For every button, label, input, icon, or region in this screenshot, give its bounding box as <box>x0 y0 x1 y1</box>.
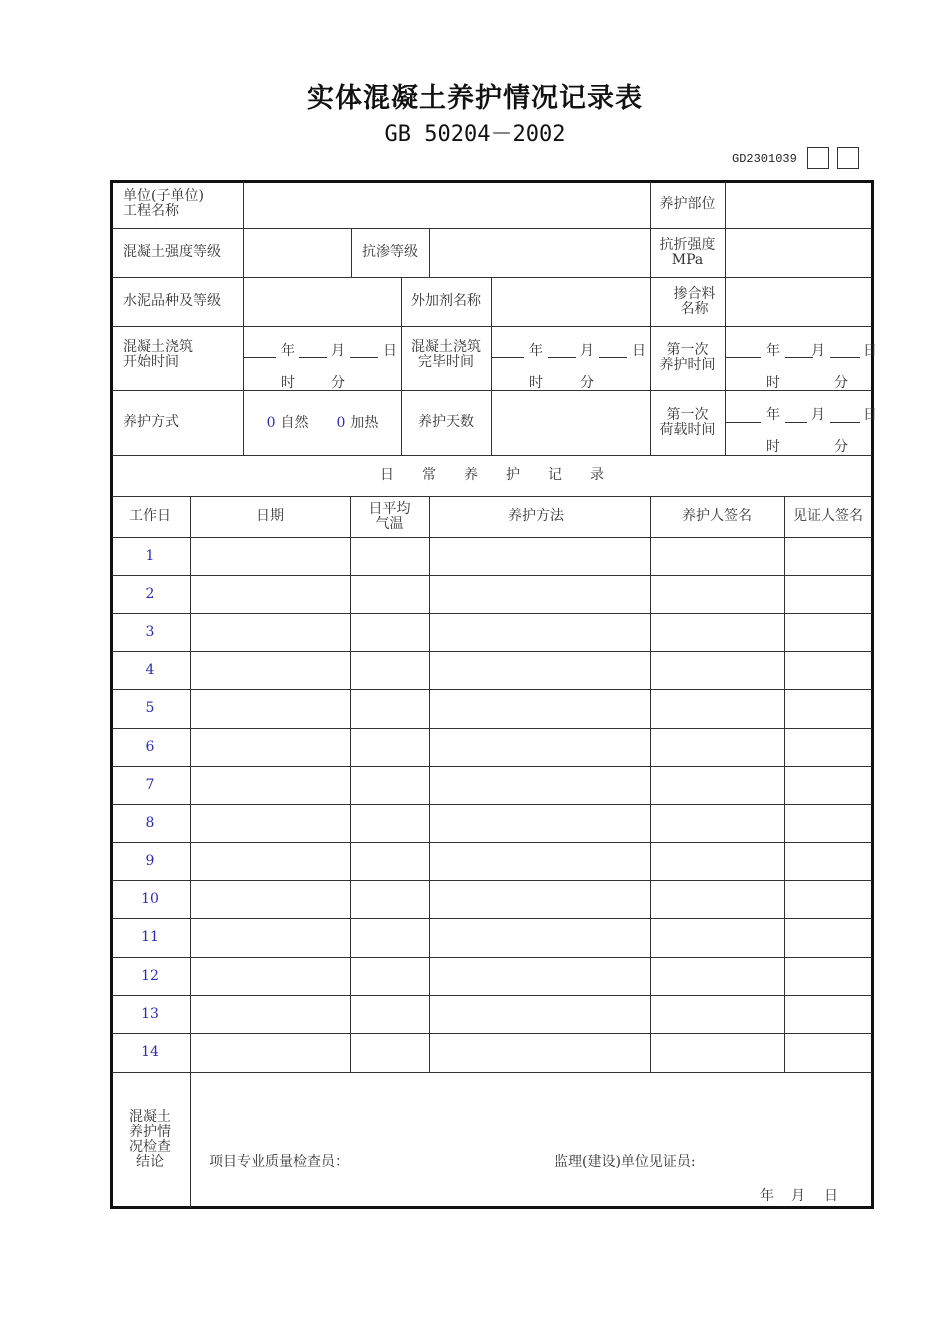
first-load-label <box>650 390 725 455</box>
log-row-12[interactable] <box>191 958 872 995</box>
sign-year-unit: 年 <box>760 1188 774 1204</box>
workday-number: 6 <box>145 738 155 755</box>
log-row-8[interactable] <box>191 805 872 842</box>
curing-method-options <box>244 391 401 455</box>
first-curing-label-line1: 第一次 <box>666 342 709 358</box>
admixture-label: 外加剂名称 <box>411 293 481 309</box>
workday-number: 12 <box>141 967 159 984</box>
daily-log-section-title: 日 常 养 护 记 录 <box>380 467 604 483</box>
hour-unit: 时 <box>529 375 543 391</box>
workday-number: 13 <box>141 1005 159 1022</box>
pour-end-label <box>401 326 491 390</box>
minute-unit: 分 <box>580 375 594 391</box>
workday-number: 3 <box>145 623 155 640</box>
conclusion-label-line: 混凝土 <box>129 1109 171 1125</box>
first-curing-label <box>650 326 725 390</box>
form-code-box-2[interactable] <box>837 147 859 169</box>
col-header-curer-signature: 养护人签名 <box>682 508 752 524</box>
month-unit: 月 <box>580 343 594 359</box>
impermeability-field[interactable] <box>430 229 650 277</box>
month-unit: 月 <box>811 343 825 359</box>
first-curing-label-line2: 养护时间 <box>659 357 716 373</box>
log-row-7[interactable] <box>191 767 872 804</box>
standard-number: GB 50204－2002 <box>384 122 566 147</box>
curing-location-field[interactable] <box>726 181 871 228</box>
conclusion-label <box>110 1072 190 1208</box>
supervisor-label: 监理(建设)单位见证员: <box>554 1154 696 1170</box>
curing-location-label: 养护部位 <box>659 195 716 212</box>
log-row-11[interactable] <box>191 919 872 957</box>
natural-curing-label: 自然 <box>280 414 309 431</box>
flexural-strength-label <box>650 228 725 277</box>
month-unit: 月 <box>811 407 825 423</box>
heating-curing-value[interactable]: 0 <box>336 414 346 431</box>
heating-curing-label: 加热 <box>350 414 379 431</box>
col-header-avg-temp-line2: 气温 <box>375 515 404 532</box>
unit-name-label-line2: 工程名称 <box>123 203 179 219</box>
flexural-strength-field[interactable] <box>726 229 871 277</box>
day-unit: 日 <box>632 343 646 359</box>
unit-name-label <box>110 180 243 228</box>
flexural-strength-label-line1: 抗折强度 <box>659 236 716 253</box>
cement-type-field[interactable] <box>244 278 401 326</box>
year-unit: 年 <box>766 407 780 423</box>
conclusion-label-line: 养护情 <box>129 1124 171 1140</box>
workday-number: 11 <box>141 929 159 945</box>
conclusion-label-line: 结论 <box>136 1154 164 1170</box>
form-code-box-1[interactable] <box>807 147 829 169</box>
day-unit: 日 <box>863 343 877 359</box>
log-row-13[interactable] <box>191 996 872 1033</box>
pour-start-label <box>110 326 243 390</box>
log-row-3[interactable] <box>191 614 872 651</box>
workday-number: 1 <box>145 547 155 564</box>
col-header-date: 日期 <box>256 508 284 524</box>
workday-number: 2 <box>145 585 155 602</box>
pour-start-label-line2: 开始时间 <box>123 354 179 370</box>
minute-unit: 分 <box>834 439 848 455</box>
minute-unit: 分 <box>331 375 345 391</box>
workday-number: 9 <box>145 852 155 869</box>
natural-curing-value[interactable]: 0 <box>266 414 276 431</box>
workday-number: 8 <box>145 814 155 831</box>
inspector-label: 项目专业质量检查员： <box>209 1154 349 1170</box>
concrete-grade-field[interactable] <box>244 229 351 277</box>
first-load-datetime-field[interactable] <box>726 391 871 455</box>
first-load-label-line1: 第一次 <box>666 406 709 423</box>
cement-type-label: 水泥品种及等级 <box>123 293 221 309</box>
mineral-admixture-label <box>650 277 725 326</box>
mineral-admixture-label-line1: 掺合料 <box>673 285 716 302</box>
log-row-10[interactable] <box>191 881 872 918</box>
pour-end-label-line1: 混凝土浇筑 <box>411 339 481 355</box>
page-title: 实体混凝土养护情况记录表 <box>307 83 643 114</box>
hour-unit: 时 <box>766 375 780 391</box>
col-header-avg-temp-line1: 日平均 <box>368 500 411 517</box>
curing-method-label: 养护方式 <box>123 414 179 430</box>
workday-number: 4 <box>145 661 155 678</box>
mineral-admixture-label-line2: 名称 <box>680 300 709 317</box>
pour-start-datetime-field[interactable] <box>244 327 401 390</box>
log-row-9[interactable] <box>191 843 872 880</box>
workday-number: 10 <box>141 890 159 907</box>
curing-days-label: 养护天数 <box>418 414 474 430</box>
col-header-workday: 工作日 <box>129 508 171 524</box>
flexural-strength-unit: MPa <box>671 251 704 268</box>
workday-number: 14 <box>141 1044 159 1060</box>
curing-days-field[interactable] <box>492 391 650 455</box>
form-code: GD2301039 <box>732 152 797 166</box>
unit-name-field[interactable] <box>244 181 650 228</box>
admixture-field[interactable] <box>492 278 650 326</box>
year-unit: 年 <box>281 343 295 359</box>
col-header-witness-signature: 见证人签名 <box>793 508 863 524</box>
year-unit: 年 <box>529 343 543 359</box>
impermeability-label: 抗渗等级 <box>362 244 418 260</box>
pour-end-label-line2: 完毕时间 <box>418 354 474 370</box>
minute-unit: 分 <box>834 375 848 391</box>
log-row-2[interactable] <box>191 576 872 613</box>
month-unit: 月 <box>331 343 345 359</box>
log-row-1[interactable] <box>191 538 872 575</box>
log-row-6[interactable] <box>191 729 872 766</box>
conclusion-label-line: 况检查 <box>129 1139 171 1155</box>
hour-unit: 时 <box>766 439 780 455</box>
sign-day-unit: 日 <box>824 1188 838 1204</box>
col-header-curing-method: 养护方法 <box>508 508 564 524</box>
day-unit: 日 <box>383 343 397 359</box>
first-load-label-line2: 荷载时间 <box>659 421 716 438</box>
mineral-admixture-field[interactable] <box>726 278 871 326</box>
pour-end-datetime-field[interactable] <box>492 327 650 390</box>
day-unit: 日 <box>863 407 877 423</box>
pour-start-label-line1: 混凝土浇筑 <box>123 339 193 355</box>
sign-month-unit: 月 <box>791 1188 805 1204</box>
first-curing-datetime-field[interactable] <box>726 327 871 390</box>
workday-number: 7 <box>145 776 155 793</box>
workday-number: 5 <box>145 700 155 716</box>
year-unit: 年 <box>766 343 780 359</box>
log-row-5[interactable] <box>191 690 872 728</box>
concrete-grade-label: 混凝土强度等级 <box>123 244 221 260</box>
hour-unit: 时 <box>281 375 295 391</box>
log-row-4[interactable] <box>191 652 872 689</box>
unit-name-label-line1: 单位(子单位) <box>123 188 204 204</box>
log-row-14[interactable] <box>191 1034 872 1072</box>
col-header-avg-temp <box>350 496 429 537</box>
